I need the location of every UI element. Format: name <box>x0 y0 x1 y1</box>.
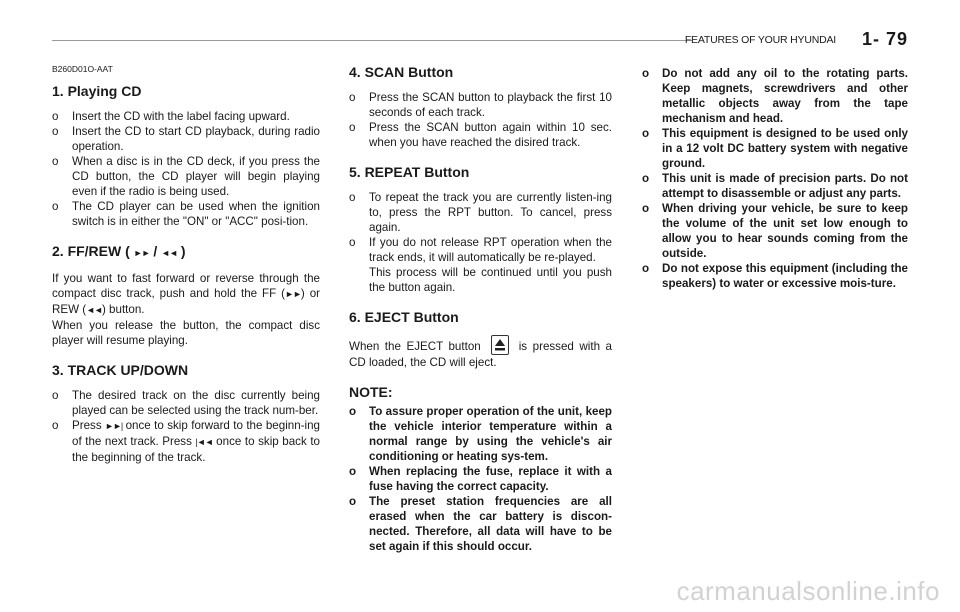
heading-repeat: 5. REPEAT Button <box>349 164 470 180</box>
heading-eject: 6. EJECT Button <box>349 309 459 325</box>
bullet: o <box>642 262 650 275</box>
bullet: o <box>52 155 59 168</box>
bullet: o <box>52 389 59 402</box>
list-item-text: When a disc is in the CD deck, if you press the CD button, the CD player will begin playing even if the radio is being used. <box>72 155 320 198</box>
list-item-text: This equipment is designed to be used only in a 12 volt DC battery system with negative ground. <box>662 127 908 170</box>
list-item-text: The preset station frequencies are all erased when the car battery is discon-nected. Therefore, all data will have to be set again if this should occur. <box>369 495 612 553</box>
list-item-text: Do not expose this equipment (including the speakers) to water or excessive mois-ture. <box>662 262 908 290</box>
heading-scan: 4. SCAN Button <box>349 64 454 80</box>
list-item-text: Insert the CD with the label facing upward. <box>72 110 290 123</box>
list-item <box>52 124 320 154</box>
list-item-text: Insert the CD to start CD playback, during radio operation. <box>72 125 320 153</box>
playing-cd-list <box>52 109 320 229</box>
list-item-text: This process will be continued until you push the button again. <box>369 266 612 294</box>
bullet: o <box>52 110 59 123</box>
list-item <box>642 201 908 261</box>
rewind-icon: ◄◄ <box>161 248 177 258</box>
list-item <box>349 235 612 295</box>
ff-rew-release-paragraph: When you release the button, the compact disc player will resume playing. <box>52 319 320 347</box>
list-item-text: Press the SCAN button to playback the first 10 seconds of each track. <box>369 91 612 119</box>
list-item-text: The desired track on the disc currently being played can be selected using the track num-ber. <box>72 389 320 417</box>
bullet: o <box>52 419 59 432</box>
list-item <box>349 120 612 150</box>
ff-rew-paragraph: If you want to fast forward or reverse through the compact disc track, push and hold the FF (►►) or REW (◄◄) button. <box>52 272 321 316</box>
bullet: o <box>642 67 650 80</box>
bullet: o <box>642 172 650 185</box>
caution-list <box>642 66 908 291</box>
list-item-text: Press the SCAN button again within 10 sec. when you have reached the disired track. <box>369 121 612 149</box>
fast-forward-icon: ►► <box>133 248 150 258</box>
list-item <box>642 171 908 201</box>
column-1 <box>52 62 320 465</box>
list-item <box>642 261 908 291</box>
list-item <box>349 464 612 494</box>
list-item <box>349 494 612 554</box>
bullet: o <box>349 121 356 134</box>
list-item <box>52 109 320 124</box>
list-item-text: If you do not release RPT operation when the track ends, it will automatically be re-played. <box>369 236 612 264</box>
bullet: o <box>349 495 357 508</box>
heading-track-updown: 3. TRACK UP/DOWN <box>52 362 189 378</box>
bullet: o <box>349 191 356 204</box>
bullet: o <box>52 125 59 138</box>
list-item-text: The CD player can be used when the ignition switch is in either the "ON" or "ACC" posi-tion. <box>72 200 320 228</box>
bullet: o <box>52 200 59 213</box>
bullet: o <box>349 405 357 418</box>
eject-paragraph: When the EJECT button is pressed with a CD loaded, the CD will eject. <box>349 335 612 370</box>
list-item-text: When replacing the fuse, replace it with a fuse having the correct capacity. <box>369 465 612 493</box>
list-item-text: This unit is made of precision parts. Do not attempt to disassemble or adjust any parts. <box>662 172 908 200</box>
list-item: o Press ►►| once to skip forward to the beginn-ing of the next track. Press |◄◄ once to skip back to the beginning of the track. <box>52 419 321 464</box>
eject-icon <box>491 335 509 355</box>
bullet: o <box>349 91 356 104</box>
rewind-icon: ◄◄ <box>86 305 102 315</box>
column-3 <box>642 66 908 291</box>
column-2 <box>349 64 612 554</box>
list-item <box>642 66 908 126</box>
skip-back-icon: |◄◄ <box>195 437 213 447</box>
heading-ff-rew: 2. FF/REW ( ►► / ◄◄ ) <box>52 243 186 259</box>
list-item-text: When driving your vehicle, be sure to keep the volume of the unit set low enough to allow you to hear sounds coming from the outside. <box>662 202 908 260</box>
list-item <box>349 190 612 235</box>
repeat-list <box>349 190 612 295</box>
page-number: 1- 79 <box>861 29 908 49</box>
watermark: carmanualsonline.info <box>676 576 940 606</box>
list-item <box>52 388 320 418</box>
list-item <box>52 154 320 199</box>
fast-forward-icon: ►► <box>285 289 301 299</box>
track-list <box>52 388 320 465</box>
note-list <box>349 404 612 554</box>
header-title: FEATURES OF YOUR HYUNDAI <box>684 34 836 46</box>
list-item-text: Do not add any oil to the rotating parts. Keep magnets, screwdrivers and other metallic objects away from the tape mechanism and head. <box>662 67 908 125</box>
bullet: o <box>642 127 650 140</box>
heading-note: NOTE: <box>349 384 393 400</box>
skip-forward-icon: ►►| <box>105 421 123 431</box>
header-rule <box>52 40 692 41</box>
list-item <box>52 199 320 229</box>
list-item <box>642 126 908 171</box>
scan-list <box>349 90 612 150</box>
bullet: o <box>349 465 357 478</box>
list-item <box>349 90 612 120</box>
bullet: o <box>349 236 356 249</box>
bullet: o <box>642 202 650 215</box>
heading-playing-cd: 1. Playing CD <box>52 83 142 99</box>
list-item-text: To assure proper operation of the unit, keep the vehicle interior temperature within a normal range by using the vehicle's air conditioning or heating sys-tem. <box>369 405 612 463</box>
list-item <box>349 404 612 464</box>
section-code: B260D01O-AAT <box>52 64 113 74</box>
list-item-text: To repeat the track you are currently listen-ing to, press the RPT button. To cancel, press again. <box>369 191 612 234</box>
